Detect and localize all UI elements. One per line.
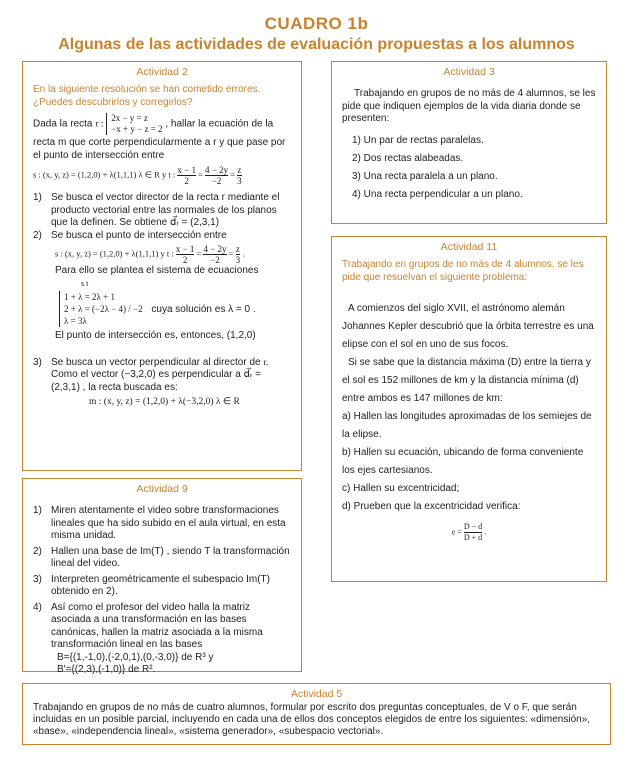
item-d: d) Prueben que la excentricidad verifica:: [342, 501, 521, 512]
s-t-labels: s t: [81, 278, 89, 288]
list-item: 2) Hallen una base de Im(T) , siendo T la transformación lineal del video.: [33, 545, 290, 569]
system-r: [106, 113, 162, 135]
basis-b-prime: B'={(2,3),(-1,0)} de R².: [57, 664, 156, 675]
list-item: 1) Miren atentamente el video sobre transformaciones lineales que ha sido subido en el aula virtual, en esta misma unidad.: [33, 505, 286, 541]
list-item: 3) Una recta paralela a un plano.: [352, 170, 498, 182]
system-r-eq1: 2x − y = z: [111, 113, 148, 123]
frac-1: $\frac{x - 1}{2}$: [177, 165, 196, 186]
step-3-text: Como el vector (−3,2,0) es perpendicular a d⃗ᵣ = (2,3,1) , la recta buscada es:: [51, 369, 261, 393]
cuadro-label: CUADRO 1b: [264, 14, 369, 33]
activity-3-intro: Trabajando en grupos de no más de 4 alumnos, se les pide que indiquen ejemplos de la vida diaria donde se presenten:: [342, 88, 596, 124]
page-title: Algunas de las actividades de evaluación propuestas a los alumnos: [58, 36, 575, 53]
activity-5-box: [22, 683, 611, 745]
activity-3-title: Actividad 3: [443, 66, 495, 78]
s-t-equation: s : (x, y, z) = (1,2,0) + λ(1,1,1) λ ∈ R y t : $\frac{x - 1}{2}$ = $\frac{4 - 2y}{-2}$ = $\frac{z}{3}$: [33, 165, 242, 186]
item-c: c) Hallen su excentricidad;: [342, 483, 460, 494]
eccentricity-formula: e = $\frac{D - d}{D + d}$ .: [451, 522, 487, 542]
activity-9-box: [22, 478, 302, 675]
frac-3: $\frac{z}{3}$: [237, 165, 242, 186]
recta-post: , hallar la ecuación de la: [165, 118, 274, 130]
activity-3-list: [342, 134, 596, 201]
list-item: 2) Dos rectas alabeadas.: [352, 152, 464, 164]
list-item: 1) Un par de rectas paralelas.: [352, 134, 484, 146]
system-r-eq2: −x + y − z = 2: [111, 124, 163, 134]
item-b: b) Hallen su ecuación, ubicando de forma conveniente los ejes cartesianos.: [342, 447, 584, 476]
activity-11-problem: [342, 300, 596, 516]
frac-2: $\frac{4 - 2y}{-2}$: [205, 165, 229, 186]
recta-line2: recta m que corte perpendicularmente a r y que pase por el punto de intersección entre: [33, 137, 286, 161]
activity-2-title: Actividad 2: [136, 66, 188, 78]
activity-11-box: [331, 236, 607, 582]
activity-11-intro: Trabajando en grupos de no más de 4 alumnos, se les pide que resuelvan el siguiente problema:: [342, 259, 584, 283]
activity-5-text: Trabajando en grupos de no más de cuatro alumnos, formular por escrito dos preguntas conceptuales, de V o F, que serán incluidas en un posible parcial, incluyendo en cada una de ellos dos conceptos elegidos de entre los siguientes: «dimensión», «base», «independencia lineal», «sistema generador», «subespacio vectorial».: [33, 702, 591, 737]
basis-b: B={(1,-1,0),(-2,0,1),(0,-3,0)} de R³ y: [57, 651, 214, 663]
step-2-text: Se busca el punto de intersección entre: [51, 229, 227, 241]
system-solution: cuya solución es λ = 0 .: [151, 303, 256, 315]
step-1-text: Se busca el vector director de la recta r mediante el producto vectorial entre las normales de los planos que la definen. Se obtiene d⃗ᵣ = (2,3,1): [51, 192, 280, 228]
recta-statement: [33, 113, 291, 135]
activity-9-list: [33, 505, 291, 677]
recta-pre: Dada la recta: [33, 118, 93, 130]
item-a: a) Hallen las longitudes aproximadas de los semiejes de la elipse.: [342, 411, 592, 440]
activity-5-title: Actividad 5: [290, 688, 343, 700]
step-2-equation: s : (x, y, z) = (1,2,0) + λ(1,1,1) y t : $\frac{x - 1}{2}$ = $\frac{4 - 2y}{-2}$ = $\frac{z}{3}$ .: [55, 244, 245, 265]
intersection-point: El punto de intersección es, entonces, (1,2,0): [55, 330, 256, 341]
distances-paragraph: Si se sabe que la distancia máxima (D) entre la tierra y el sol es 152 millones de km y la distancia mínima (d) entre ambos es 147 millones de km:: [342, 357, 591, 404]
activity-11-title: Actividad 11: [440, 241, 498, 253]
step-2-system-intro: Para ello se plantea el sistema de ecuaciones: [55, 265, 259, 276]
r-label: r :: [95, 119, 104, 130]
activity-3-box: [331, 61, 607, 224]
list-item: 4) Una recta perpendicular a un plano.: [352, 188, 523, 200]
step-2: 2) Se busca el punto de intersección entre: [33, 230, 291, 243]
activity-2-intro: En la siguiente resolución se han cometido errores. ¿Puedes descubrirlos y corregirlos?: [33, 84, 261, 108]
kepler-paragraph: A comienzos del siglo XVII, el astrónomo alemán Johannes Kepler descubrió que la órbita terrestre es una elipse con el sol en uno de sus focos.: [342, 303, 594, 350]
list-item: 4) Así como el profesor del video halla la matriz asociada a una transformación en las bases canónicas, hallen la matriz asociada a la misma transformación lineal en las bases B={(1,-1,0),(-2,0,1),(0,-3,0)} de R³ y B'={(2,3),(-1,0)} de R².: [33, 602, 291, 677]
s-equation: s : (x, y, z) = (1,2,0) + λ(1,1,1) λ ∈ R y t :: [33, 169, 176, 180]
step-1: 1) Se busca el vector director de la recta r mediante el producto vectorial entre las normales de los planos que la definen. Se obtiene d⃗ᵣ = (2,3,1): [33, 192, 291, 230]
step-3: 3) Se busca un vector perpendicular al director de r. Como el vector (−3,2,0) es perpendicular a d⃗ᵣ = (2,3,1) , la recta buscada es:: [33, 357, 291, 395]
m-equation: m : (x, y, z) = (1,2,0) + λ(−3,2,0) λ ∈ R: [89, 397, 240, 407]
activity-9-title: Actividad 9: [136, 483, 188, 495]
list-item: 3) Interpreten geométricamente el subespacio Im(T) obtenido en 2).: [33, 573, 270, 597]
equation-system: 1 + λ = 2λ + 1 2 + λ = (−2λ − 4) / −2 λ = 3λ cuya solución es λ = 0 .: [33, 291, 291, 327]
activity-2-box: [22, 61, 302, 471]
